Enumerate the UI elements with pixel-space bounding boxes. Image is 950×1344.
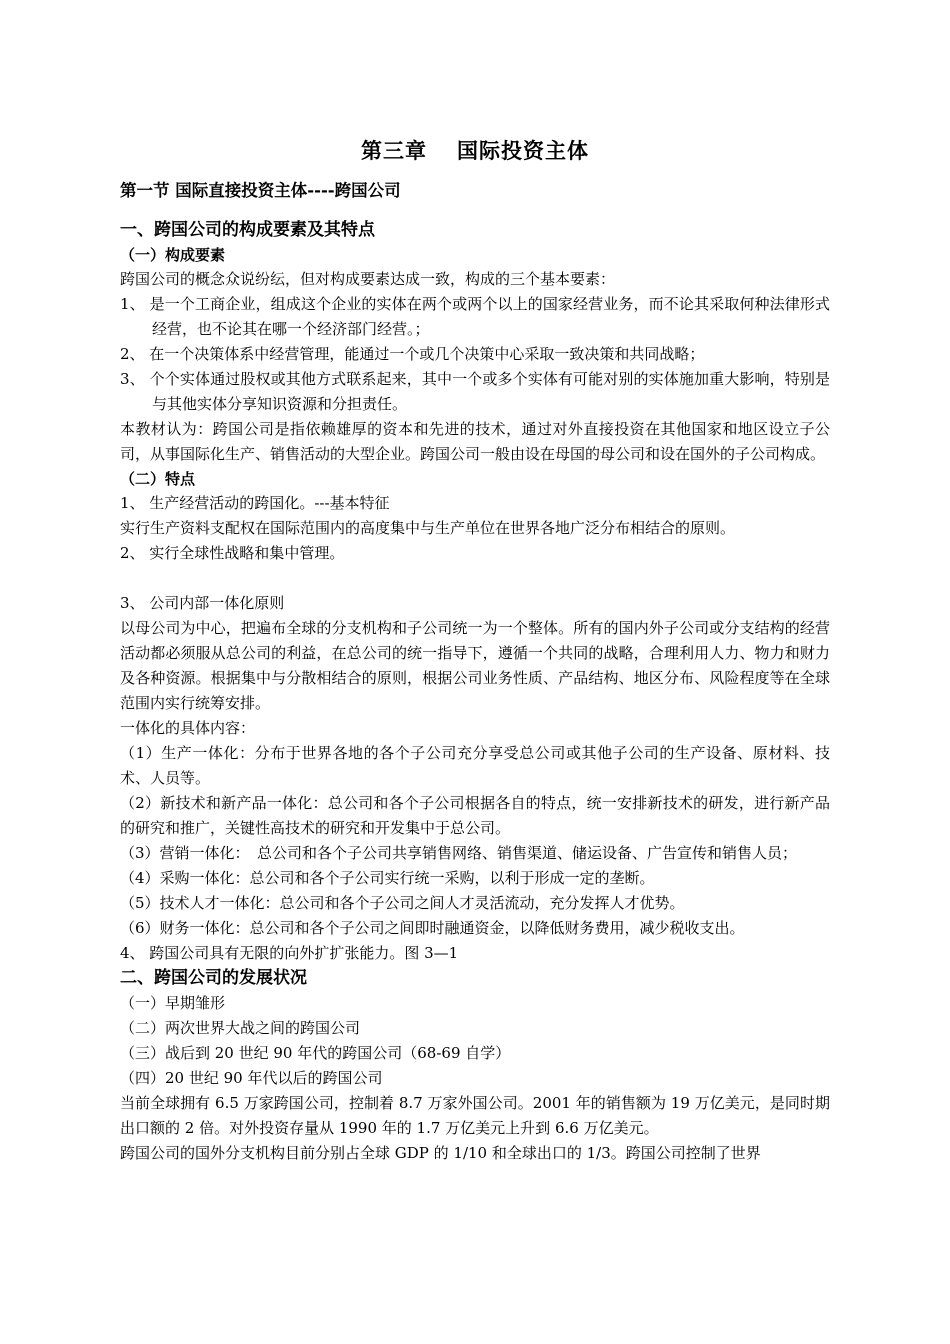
part1-heading: 一、跨国公司的构成要素及其特点 — [120, 220, 375, 240]
part2-sub-3: （三）战后到 20 世纪 90 年代的跨国公司（68-69 自学） — [120, 1044, 511, 1062]
list-item-2: 2、 在一个决策体系中经营管理，能通过一个或几个决策中心采取一致决策和共同战略； — [120, 345, 705, 363]
integration-intro: 一体化的具体内容： — [120, 719, 256, 737]
integration-item-5: （5）技术人才一体化：总公司和各个子公司之间人才灵活流动，充分发挥人才优势。 — [120, 894, 685, 912]
feature-2: 2、 实行全球性战略和集中管理。 — [120, 544, 345, 562]
paragraph-intro: 跨国公司的概念众说纷纭，但对构成要素达成一致，构成的三个基本要素： — [120, 270, 616, 288]
chapter-title — [120, 136, 830, 166]
part2-sub-4: （四）20 世纪 90 年代以后的跨国公司 — [120, 1069, 383, 1087]
integration-item-3: （3）营销一体化： 总公司和各个子公司共享销售网络、销售渠道、储运设备、广告宣传和销售人员； — [120, 844, 798, 862]
feature-4: 4、 跨国公司具有无限的向外扩扩张能力。图 3—1 — [120, 944, 459, 962]
part1-sub2-heading: （二）特点 — [120, 470, 196, 488]
integration-item-4: （4）采购一体化：总公司和各个子公司实行统一采购，以利于形成一定的垄断。 — [120, 869, 655, 887]
chapter-name: 国际投资主体 — [457, 138, 589, 163]
feature-1-desc: 实行生产资料支配权在国际范围内的高度集中与生产单位在世界各地广泛分布相结合的原则。 — [120, 519, 736, 537]
part2-sub-1: （一）早期雏形 — [120, 994, 226, 1012]
feature-1: 1、 生产经营活动的跨国化。---基本特征 — [120, 494, 390, 512]
list-item-3: 3、 个个实体通过股权或其他方式联系起来，其中一个或多个实体有可能对别的实体施加重大影响，特别是与其他实体分享知识资源和分担责任。 — [120, 370, 830, 413]
part2-paragraph-1: 当前全球拥有 6.5 万家跨国公司，控制着 8.7 万家外国公司。2001 年的销售额为 19 万亿美元，是同时期出口额的 2 倍。对外投资存量从 1990 年的 1.7 万亿美元上升到 6.6 万亿美元。 — [120, 1094, 830, 1137]
paragraph-definition: 本教材认为：跨国公司是指依赖雄厚的资本和先进的技术，通过对外直接投资在其他国家和地区设立子公司，从事国际化生产、销售活动的大型企业。跨国公司一般由设在母国的母公司和设在国外的子公司构成。 — [120, 420, 830, 463]
integration-item-1: （1）生产一体化：分布于世界各地的各个子公司充分享受总公司或其他子公司的生产设备、原材料、技术、人员等。 — [120, 744, 830, 787]
part2-sub-2: （二）两次世界大战之间的跨国公司 — [120, 1019, 361, 1037]
part1-sub1-heading: （一）构成要素 — [120, 246, 226, 264]
chapter-number: 第三章 — [361, 138, 427, 163]
integration-item-2: （2）新技术和新产品一体化：总公司和各个子公司根据各自的特点，统一安排新技术的研发，进行新产品的研究和推广，关键性高技术的研究和开发集中于总公司。 — [120, 794, 830, 837]
list-item-1: 1、 是一个工商企业，组成这个企业的实体在两个或两个以上的国家经营业务，而不论其采取何种法律形式经营，也不论其在哪一个经济部门经营。； — [120, 295, 830, 338]
feature-3-desc: 以母公司为中心，把遍布全球的分支机构和子公司统一为一个整体。所有的国内外子公司或分支结构的经营活动都必须服从总公司的利益，在总公司的统一指导下，遵循一个共同的战略，合理利用人力、物力和财力及各种资源。根据集中与分散相结合的原则，根据公司业务性质、产品结构、地区分布、风险程度等在全球范围内实行统筹安排。 — [120, 619, 830, 712]
section-title: 第一节 国际直接投资主体----跨国公司 — [120, 181, 401, 200]
part2-paragraph-2: 跨国公司的国外分支机构目前分别占全球 GDP 的 1/10 和全球出口的 1/3。跨国公司控制了世界 — [120, 1144, 761, 1162]
feature-3: 3、 公司内部一体化原则 — [120, 594, 285, 612]
integration-item-6: （6）财务一体化：总公司和各个子公司之间即时融通资金，以降低财务费用，减少税收支出。 — [120, 919, 745, 937]
document-body — [120, 136, 830, 1166]
part2-heading: 二、跨国公司的发展状况 — [120, 968, 307, 988]
